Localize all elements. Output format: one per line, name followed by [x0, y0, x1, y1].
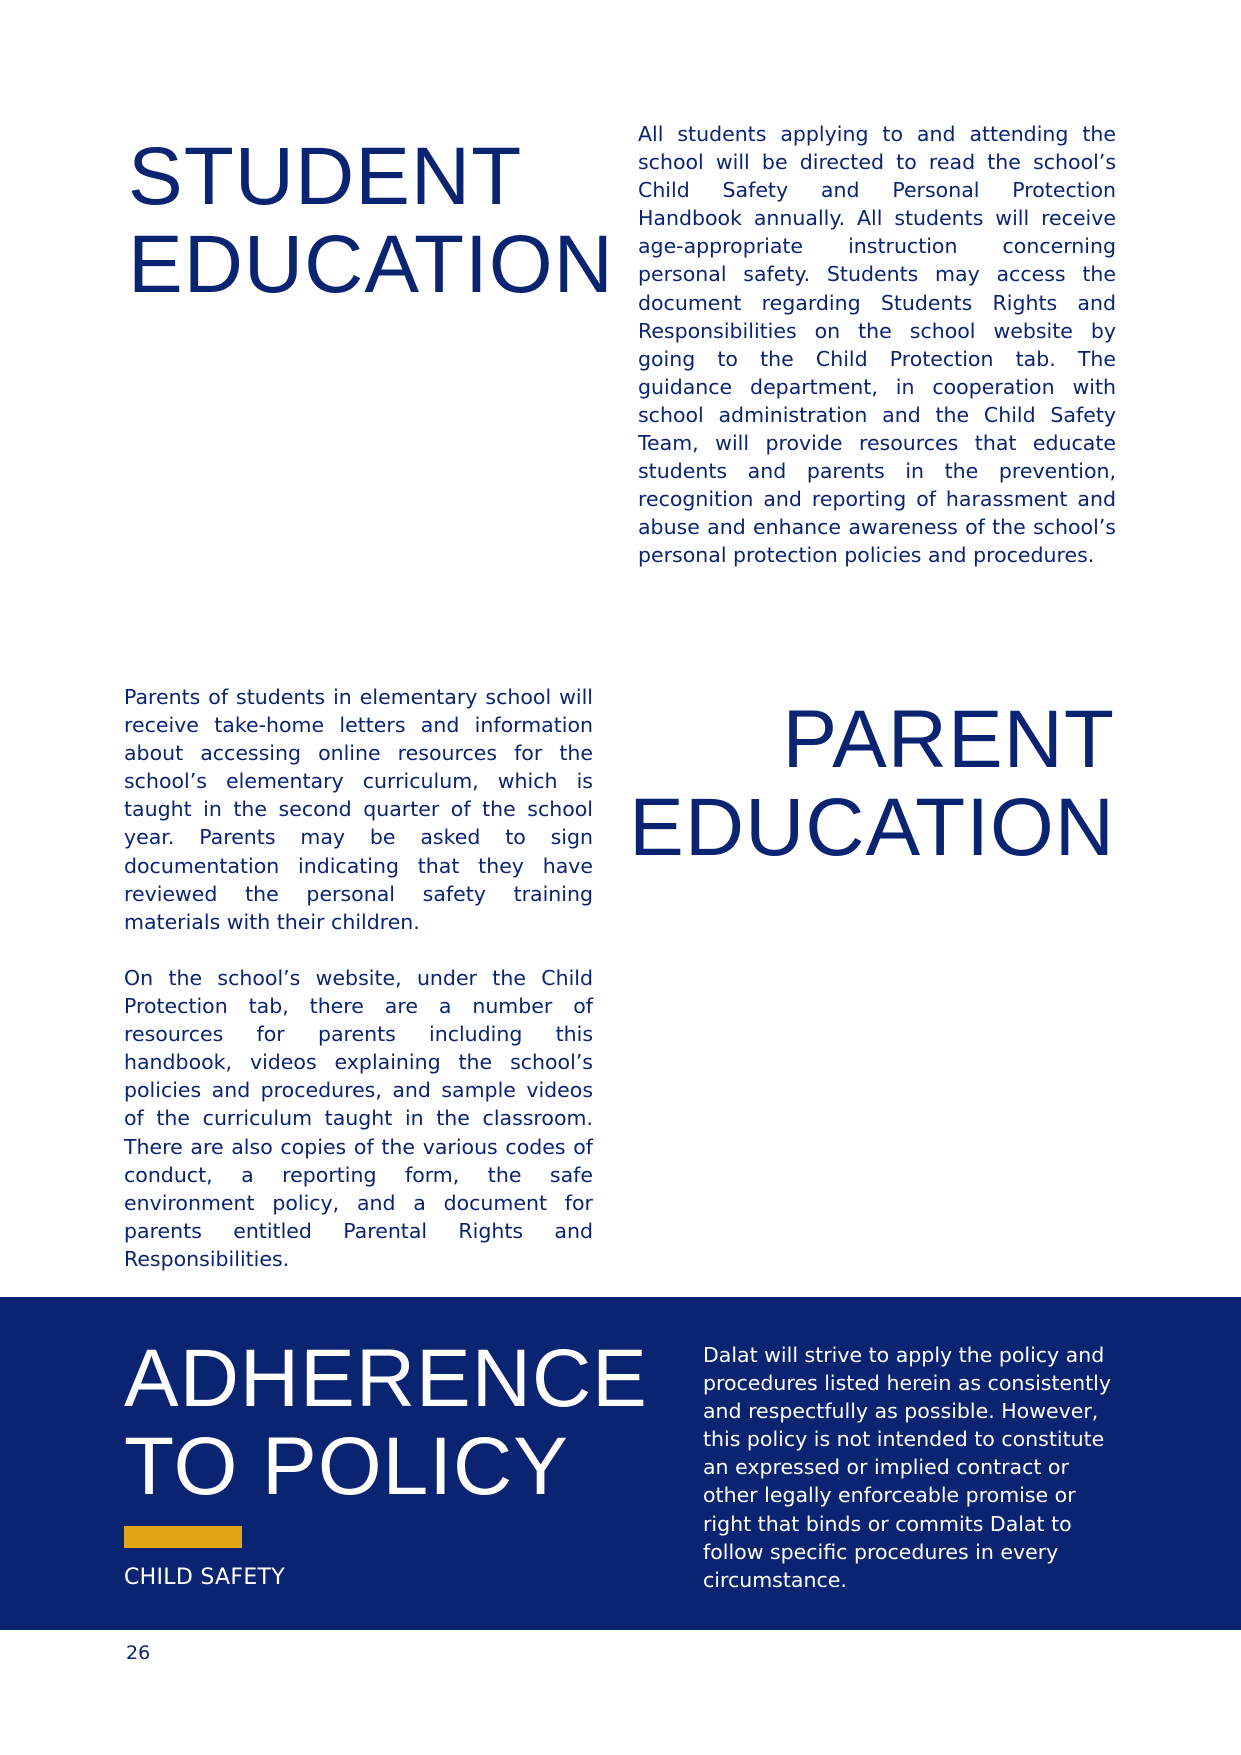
adherence-body: Dalat will strive to apply the policy and procedures listed herein as consistently and respectfully as possible. However, this policy is not intended to constitute an expressed or implied contract or other legally enforceable promise or right that binds or commits Dalat to follow specific procedures in every circumstance.: [703, 1343, 1111, 1592]
heading-line: STUDENT: [128, 131, 523, 222]
adherence-heading: [124, 1335, 648, 1510]
heading-line: TO POLICY: [124, 1420, 569, 1512]
heading-line: ADHERENCE: [124, 1333, 648, 1424]
accent-bar: [124, 1526, 242, 1548]
section-label: CHILD SAFETY: [124, 1565, 286, 1590]
student-education-heading: [128, 133, 614, 308]
parent-education-paragraph-1: Parents of students in elementary school will receive take-home letters and information about accessing online resources for the school’s elementary curriculum, which is taught in the second quarter of the school year. Parents may be asked to sign documentation indicating that they have reviewed the personal safety training materials with their children.: [124, 685, 593, 934]
parent-education-heading: [629, 696, 1115, 871]
page-number: 26: [126, 1642, 151, 1664]
adherence-banner: [0, 1297, 1241, 1630]
heading-line: EDUCATION: [629, 781, 1115, 873]
heading-line: PARENT: [782, 694, 1115, 785]
heading-line: EDUCATION: [128, 218, 614, 310]
student-education-body: All students applying to and attending the school will be directed to read the school’s Child Safety and Personal Protection Handbook annually. All students will receive age-appropriate instruction concerning personal safety. Students may access the document regarding Students Rights and Responsibilities on the school website by going to the Child Protection tab. The guidance department, in cooperation with school administration and the Child Safety Team, will provide resources that educate students and parents in the prevention, recognition and reporting of harassment and abuse and enhance awareness of the school’s personal protection policies and procedures.: [638, 122, 1116, 568]
parent-education-paragraph-2: On the school’s website, under the Child Protection tab, there are a number of resources for parents including this handbook, videos explaining the school’s policies and procedures, and sample videos of the curriculum taught in the classroom. There are also copies of the various codes of conduct, a reporting form, the safe environment policy, and a document for parents entitled Parental Rights and Responsibilities.: [124, 966, 593, 1271]
